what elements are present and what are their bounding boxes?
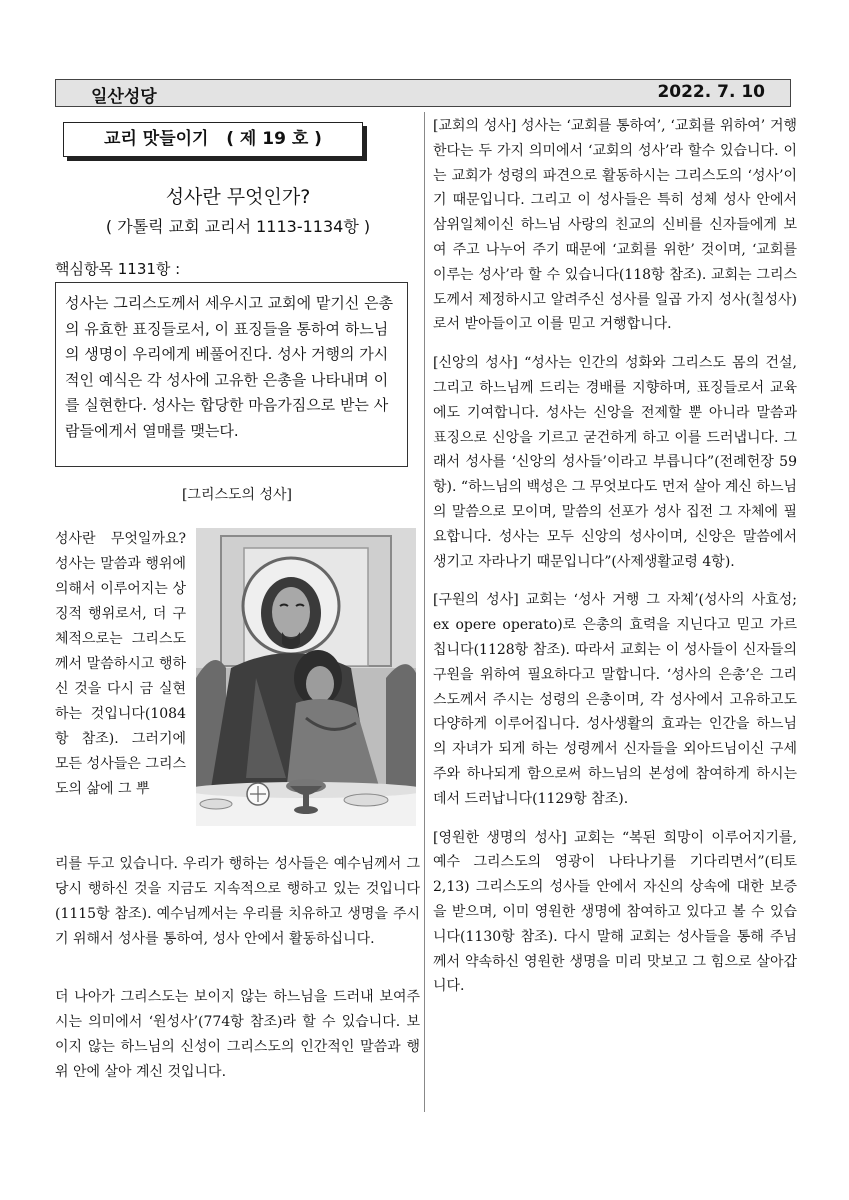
church-name: 일산성당 (91, 87, 157, 107)
paragraph-faith-sacrament: [신앙의 성사] “성사는 인간의 성화와 그리스도 몸의 건설, 그리고 하느님께 드리는 경배를 지향하며, 표징들로서 교육에도 기여합니다. 성사는 신앙을 전제할 뿐 아니라 말씀과 표징으로 신앙을 기르고 굳건하게 하고 이를 드러냅니다. 그래서 성사를 ‘신앙의 성사들’이라고 부릅니다”(전례헌장 59항). “하느님의 백성은 그 무엇보다도 먼저 살아 계신 하느님의 말씀으로 모이며, 말씀의 선포가 성사 집전 그 자체에 필요합니다. 성사는 모두 신앙의 성사이며, 신앙은 말씀에서 생기고 자라나기 때문입니다”(사제생활교령 4항). (433, 355, 797, 570)
core-item-label: 핵심항목 1131항 : (55, 260, 181, 278)
paragraph-church-sacrament: [교회의 성사] 성사는 ‘교회를 통하여’, ‘교회를 위하여’ 거행한다는 두 가지 의미에서 ‘교회의 성사’라 할수 있습니다. 이는 교회가 성령의 파견으로 활동하시는 그리스도의 ‘성사’이기 때문입니다. 그리고 이 성사들은 특히 성체 성사 안에서 삼위일체이신 하느님 사랑의 친교의 신비를 신자들에게 보여 주고 나누어 주기 때문에 ‘교회를 위한’ 것이며, ‘교회를 이루는 성사’라 할 수 있습니다(118항 참조). 교회는 그리스도께서 제정하시고 알려주신 성사를 일곱 가지 성사(칠성사)로서 받아들이고 이를 믿고 거행합니다. (433, 118, 797, 333)
page-header (55, 79, 791, 107)
sub-title: ( 가톨릭 교회 교리서 1113-1134항 ) (105, 217, 371, 236)
christ-and-john-icon (196, 528, 416, 826)
issue-date: 2022. 7. 10 (657, 82, 765, 102)
series-title-box: 교리 맛들이기 ( 제 19 호 ) (63, 122, 363, 157)
column-divider (424, 112, 425, 1112)
right-column (433, 114, 797, 1013)
main-title: 성사란 무엇인가? (165, 186, 311, 208)
left-text-paragraph-2: 더 나아가 그리스도는 보이지 않는 하느님을 드러내 보여주시는 의미에서 ‘원성사’(774항 참조)라 할 수 있습니다. 보이지 않는 하느님의 신성이 그리스도의 인간적인 말씀과 행위 안에 살아 계신 것입니다. (55, 989, 420, 1080)
paragraph-salvation-sacrament: [구원의 성사] 교회는 ‘성사 거행 그 자체’(성사의 사효성; ex opere operato)로 은총의 효력을 지닌다고 믿고 가르칩니다(1128항 참조). 따라서 교회는 이 성사들이 신자들의 구원을 위하여 필요하다고 말합니다. ‘성사의 은총’은 그리스도께서 주시는 성령의 은총이며, 각 성사에서 고유하고도 다양하게 이루어집니다. 성사생활의 효과는 인간을 하느님의 자녀가 되게 하는 성령께서 신자들을 외아드님이신 구세주와 하나되게 함으로써 하느님의 본성에 참여하게 하시는 데서 드러납니다(1129항 참조). (433, 592, 797, 807)
section-heading-christ: [그리스도의 성사] (181, 487, 293, 503)
paragraph-eternal-life-sacrament: [영원한 생명의 성사] 교회는 “복된 희망이 이루어지기를, 예수 그리스도의 영광이 나타나기를 기다리면서”(티토 2,13) 그리스도의 성사들 안에서 자신의 상속에 대한 보증을 받으며, 이미 영원한 생명에 참여하고 있다고 볼 수 있습니다(1130항 참조). 다시 말해 교회는 성사들을 통해 주님께서 약속하신 영원한 생명을 미리 맛보고 그 힘으로 살아갑니다. (433, 829, 797, 995)
core-item-box: 성사는 그리스도께서 세우시고 교회에 맡기신 은총의 유효한 표징들로서, 이 표징들을 통하여 하느님의 생명이 우리에게 베풀어진다. 성사 거행의 가시적인 예식은 각 성사에 고유한 은총을 나타내며 이를 실현한다. 성사는 합당한 마음가짐으로 받는 사람들에게서 열매를 맺는다. (55, 282, 408, 467)
left-text-full: 리를 두고 있습니다. 우리가 행하는 성사들은 예수님께서 그 당시 행하신 것을 지금도 지속적으로 행하고 있는 것입니다(1115항 참조). 예수님께서는 우리를 치유하고 생명을 주시기 위해서 성사를 통하여, 성사 안에서 활동하십니다. (55, 856, 420, 947)
left-text-narrow: 성사란 무엇일까요? 성사는 말씀과 행위에 의해서 이루어지는 상징적 행위로서, 더 구체적으로는 그리스도께서 말씀하시고 행하신 것을 다시 금 실현하는 것입니다(1084항 참조). 그러기에 모든 성사들은 그리스도의 삶에 그 뿌 (55, 531, 186, 797)
